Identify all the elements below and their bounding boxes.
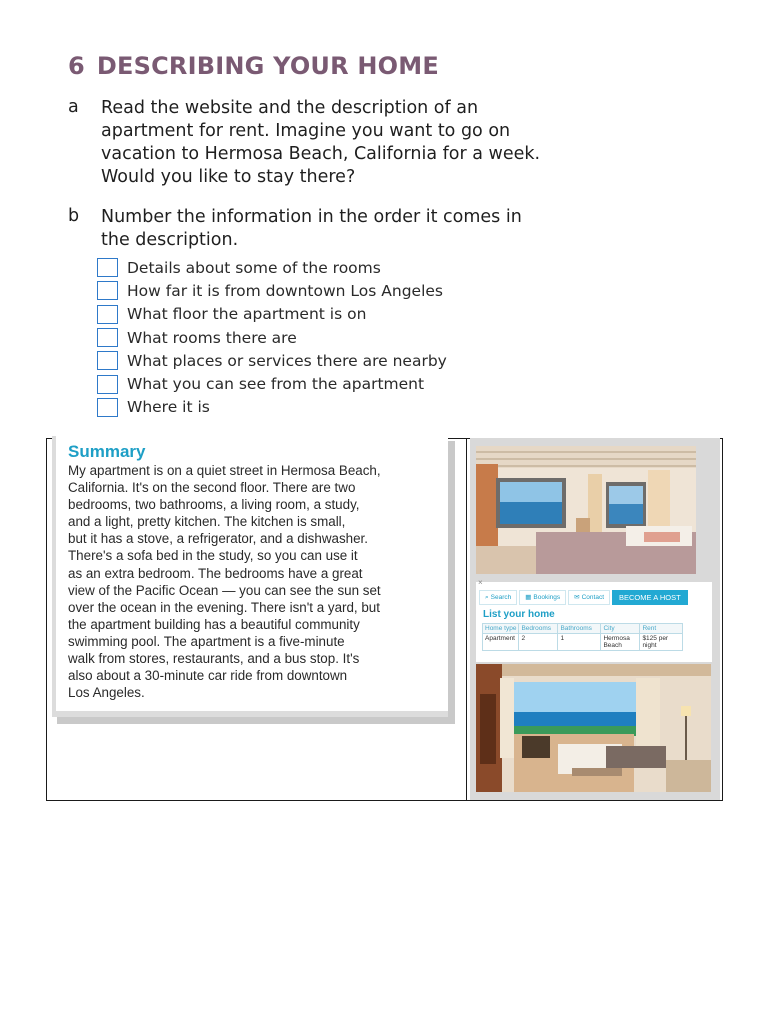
listing-table (482, 623, 683, 651)
table-row (483, 634, 683, 651)
website-card (476, 578, 712, 662)
summary-line: and a light, pretty kitchen. The kitchen is small, (68, 514, 346, 530)
summary-line: also about a 30-minute car ride from downtown (68, 668, 348, 684)
nav-contact-button[interactable] (568, 590, 610, 605)
table-cell: Apartment (483, 634, 519, 651)
table-cell: 1 (558, 634, 601, 651)
bedroom-photo (476, 446, 696, 574)
question-a-line: vacation to Hermosa Beach, California for a week. (101, 144, 541, 164)
checklist-item (97, 349, 447, 372)
website-nav (479, 590, 690, 605)
table-header: Rent (640, 624, 683, 634)
section-title: DESCRIBING YOUR HOME (96, 52, 439, 80)
summary-line: Los Angeles. (68, 685, 145, 701)
summary-line: There's a sofa bed in the study, so you can use it (68, 548, 358, 564)
checklist-label: Where it is (127, 398, 210, 417)
summary-line: the apartment building has a beautiful community (68, 616, 360, 632)
question-a-line: Read the website and the description of an (101, 98, 479, 118)
question-a-text (101, 97, 621, 189)
nav-bookings-label: Bookings (533, 594, 561, 601)
checklist-item (97, 256, 447, 279)
summary-line: but it has a stove, a refrigerator, and a dishwasher. (68, 531, 368, 547)
table-header-row (483, 624, 683, 634)
summary-line: My apartment is on a quiet street in Hermosa Beach, (68, 463, 381, 478)
summary-line: walk from stores, restaurants, and a bus stop. It's (68, 651, 360, 667)
section-number: 6 (68, 52, 85, 80)
section-heading (68, 52, 439, 80)
table-cell: 2 (519, 634, 558, 651)
summary-title: Summary (68, 442, 146, 461)
summary-line: over the ocean in the evening. There isn't a yard, but (68, 599, 380, 615)
bookings-icon: ▦ (525, 594, 532, 601)
nav-bookings-button[interactable] (519, 590, 566, 605)
table-header: Bedrooms (519, 624, 558, 634)
number-box[interactable] (97, 305, 118, 324)
question-b-line: the description. (101, 230, 239, 250)
number-box[interactable] (97, 258, 118, 277)
summary-line: swimming pool. The apartment is a five-minute (68, 633, 345, 649)
checklist-label: What places or services there are nearby (127, 351, 447, 370)
order-checklist (97, 256, 447, 419)
checklist-label: What floor the apartment is on (127, 305, 367, 324)
checklist-item (97, 326, 447, 349)
summary-line: view of the Pacific Ocean — you can see the sun set (68, 582, 381, 598)
table-header: City (601, 624, 640, 634)
number-box[interactable] (97, 281, 118, 300)
number-box[interactable] (97, 328, 118, 347)
table-header: Bathrooms (558, 624, 601, 634)
checklist-label: Details about some of the rooms (127, 258, 381, 277)
search-icon: ⌕ (485, 594, 489, 601)
question-a-letter: a (68, 97, 79, 117)
table-cell: $125 per night (640, 634, 683, 651)
list-your-home-title: List your home (483, 609, 555, 620)
table-header: Home type (483, 624, 519, 634)
question-b-line: Number the information in the order it comes in (101, 207, 522, 227)
checklist-label: What you can see from the apartment (127, 375, 425, 394)
summary-line: California. It's on the second floor. There are two (68, 480, 356, 496)
summary-line: bedrooms, two bathrooms, a living room, a study, (68, 497, 360, 513)
chat-icon: ✉ (574, 594, 580, 601)
question-a-line: apartment for rent. Imagine you want to go on (101, 121, 511, 141)
summary-text (68, 462, 440, 701)
checklist-item (97, 396, 447, 419)
checklist-item (97, 372, 447, 395)
number-box[interactable] (97, 375, 118, 394)
nav-contact-label: Contact (581, 594, 605, 601)
nav-search-label: Search (490, 594, 512, 601)
checklist-item (97, 303, 447, 326)
number-box[interactable] (97, 351, 118, 370)
number-box[interactable] (97, 398, 118, 417)
close-icon[interactable]: × (478, 578, 483, 587)
summary-line: as an extra bedroom. The bedrooms have a great (68, 565, 363, 581)
become-host-button[interactable]: BECOME A HOST (612, 590, 688, 605)
question-b-text (101, 206, 621, 252)
question-a-line: Would you like to stay there? (101, 167, 356, 187)
table-cell: Hermosa Beach (601, 634, 640, 651)
checklist-item (97, 279, 447, 302)
checklist-label: What rooms there are (127, 328, 297, 347)
living-room-photo (476, 664, 711, 792)
checklist-label: How far it is from downtown Los Angeles (127, 281, 443, 300)
nav-search-button[interactable] (479, 590, 517, 605)
question-b-letter: b (68, 206, 80, 226)
